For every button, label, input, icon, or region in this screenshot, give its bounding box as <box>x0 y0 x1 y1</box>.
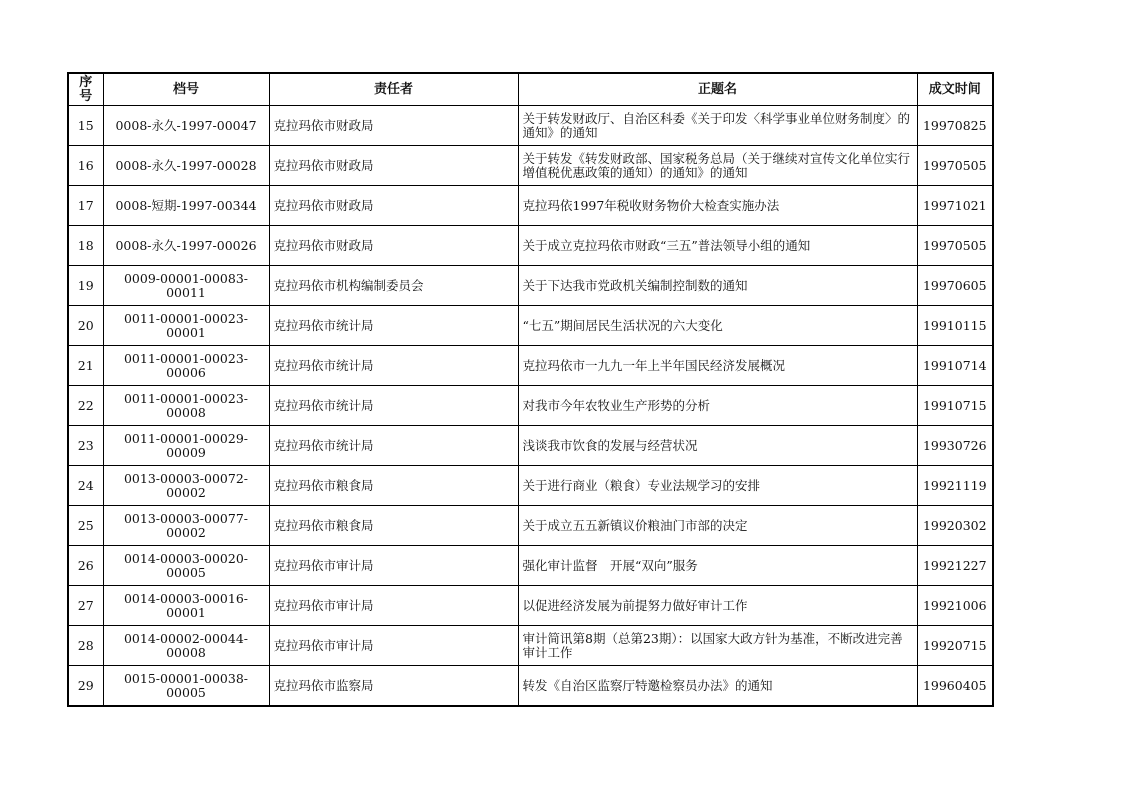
cell-owner: 克拉玛依市统计局 <box>269 386 518 426</box>
cell-owner: 克拉玛依市机构编制委员会 <box>269 266 518 306</box>
cell-seq: 19 <box>68 266 103 306</box>
cell-title: 关于下达我市党政机关编制控制数的通知 <box>518 266 917 306</box>
cell-owner: 克拉玛依市财政局 <box>269 106 518 146</box>
table-row <box>68 266 993 306</box>
cell-seq: 15 <box>68 106 103 146</box>
table-row <box>68 586 993 626</box>
cell-seq: 24 <box>68 466 103 506</box>
cell-owner: 克拉玛依市审计局 <box>269 546 518 586</box>
cell-archive-no: 0011-00001-00029-00009 <box>103 426 269 466</box>
table-header-row <box>68 73 993 106</box>
cell-date: 19971021 <box>917 186 993 226</box>
cell-owner: 克拉玛依市粮食局 <box>269 506 518 546</box>
cell-owner: 克拉玛依市财政局 <box>269 226 518 266</box>
cell-archive-no: 0013-00003-00077-00002 <box>103 506 269 546</box>
cell-archive-no: 0015-00001-00038-00005 <box>103 666 269 707</box>
cell-title: 关于转发财政厅、自治区科委《关于印发〈科学事业单位财务制度〉的通知》的通知 <box>518 106 917 146</box>
cell-archive-no: 0011-00001-00023-00006 <box>103 346 269 386</box>
cell-date: 19921119 <box>917 466 993 506</box>
table-row <box>68 466 993 506</box>
cell-archive-no: 0014-00002-00044-00008 <box>103 626 269 666</box>
header-archive-no: 档号 <box>103 73 269 106</box>
cell-owner: 克拉玛依市审计局 <box>269 626 518 666</box>
cell-title: 审计简讯第8期（总第23期）：以国家大政方针为基准，不断改进完善审计工作 <box>518 626 917 666</box>
cell-date: 19970505 <box>917 146 993 186</box>
cell-seq: 18 <box>68 226 103 266</box>
cell-owner: 克拉玛依市财政局 <box>269 186 518 226</box>
table-row <box>68 546 993 586</box>
cell-title: “七五”期间居民生活状况的六大变化 <box>518 306 917 346</box>
cell-archive-no: 0014-00003-00016-00001 <box>103 586 269 626</box>
cell-seq: 27 <box>68 586 103 626</box>
cell-archive-no: 0011-00001-00023-00001 <box>103 306 269 346</box>
cell-title: 浅谈我市饮食的发展与经营状况 <box>518 426 917 466</box>
cell-title: 关于进行商业（粮食）专业法规学习的安排 <box>518 466 917 506</box>
cell-owner: 克拉玛依市统计局 <box>269 346 518 386</box>
cell-archive-no: 0009-00001-00083-00011 <box>103 266 269 306</box>
table-row <box>68 386 993 426</box>
cell-date: 19910115 <box>917 306 993 346</box>
cell-title: 克拉玛依市一九九一年上半年国民经济发展概况 <box>518 346 917 386</box>
cell-seq: 28 <box>68 626 103 666</box>
cell-title: 以促进经济发展为前提努力做好审计工作 <box>518 586 917 626</box>
cell-title: 强化审计监督 开展“双向”服务 <box>518 546 917 586</box>
cell-archive-no: 0011-00001-00023-00008 <box>103 386 269 426</box>
cell-owner: 克拉玛依市监察局 <box>269 666 518 707</box>
cell-seq: 21 <box>68 346 103 386</box>
cell-date: 19910714 <box>917 346 993 386</box>
cell-archive-no: 0014-00003-00020-00005 <box>103 546 269 586</box>
cell-title: 转发《自治区监察厅特邀检察员办法》的通知 <box>518 666 917 707</box>
cell-title: 克拉玛依1997年税收财务物价大检查实施办法 <box>518 186 917 226</box>
cell-seq: 22 <box>68 386 103 426</box>
table-row <box>68 626 993 666</box>
cell-archive-no: 0008-短期-1997-00344 <box>103 186 269 226</box>
cell-title: 关于成立五五新镇议价粮油门市部的决定 <box>518 506 917 546</box>
table-row <box>68 666 993 707</box>
cell-date: 19920715 <box>917 626 993 666</box>
cell-seq: 17 <box>68 186 103 226</box>
cell-date: 19930726 <box>917 426 993 466</box>
table-row <box>68 146 993 186</box>
header-title: 正题名 <box>518 73 917 106</box>
cell-date: 19970605 <box>917 266 993 306</box>
cell-owner: 克拉玛依市财政局 <box>269 146 518 186</box>
cell-seq: 16 <box>68 146 103 186</box>
cell-owner: 克拉玛依市统计局 <box>269 426 518 466</box>
cell-title: 关于转发《转发财政部、国家税务总局（关于继续对宣传文化单位实行增值税优惠政策的通知）的通知》的通知 <box>518 146 917 186</box>
table-row <box>68 106 993 146</box>
table-row <box>68 306 993 346</box>
cell-date: 19970825 <box>917 106 993 146</box>
cell-seq: 25 <box>68 506 103 546</box>
cell-archive-no: 0008-永久-1997-00047 <box>103 106 269 146</box>
cell-date: 19920302 <box>917 506 993 546</box>
cell-seq: 26 <box>68 546 103 586</box>
cell-archive-no: 0008-永久-1997-00026 <box>103 226 269 266</box>
cell-seq: 29 <box>68 666 103 707</box>
cell-seq: 20 <box>68 306 103 346</box>
header-date: 成文时间 <box>917 73 993 106</box>
table-row <box>68 426 993 466</box>
cell-date: 19970505 <box>917 226 993 266</box>
cell-owner: 克拉玛依市粮食局 <box>269 466 518 506</box>
cell-title: 关于成立克拉玛依市财政“三五”普法领导小组的通知 <box>518 226 917 266</box>
archive-catalog-table <box>67 72 994 707</box>
header-seq: 序号 <box>68 73 103 106</box>
cell-owner: 克拉玛依市审计局 <box>269 586 518 626</box>
table-row <box>68 226 993 266</box>
cell-date: 19921227 <box>917 546 993 586</box>
cell-archive-no: 0008-永久-1997-00028 <box>103 146 269 186</box>
cell-seq: 23 <box>68 426 103 466</box>
table-row <box>68 506 993 546</box>
cell-title: 对我市今年农牧业生产形势的分析 <box>518 386 917 426</box>
cell-date: 19910715 <box>917 386 993 426</box>
table-row <box>68 346 993 386</box>
cell-date: 19960405 <box>917 666 993 707</box>
cell-archive-no: 0013-00003-00072-00002 <box>103 466 269 506</box>
cell-owner: 克拉玛依市统计局 <box>269 306 518 346</box>
table-row <box>68 186 993 226</box>
cell-date: 19921006 <box>917 586 993 626</box>
header-owner: 责任者 <box>269 73 518 106</box>
